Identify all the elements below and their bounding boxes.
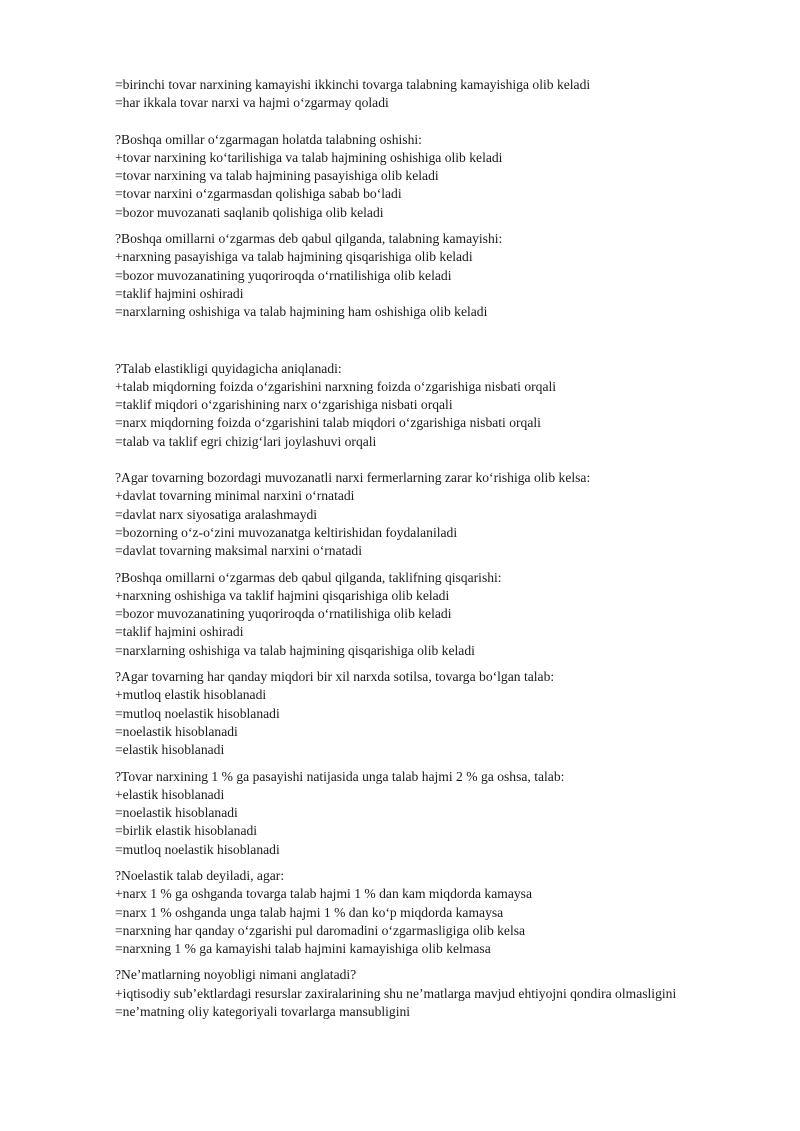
question-line: ?Agar tovarning har qanday miqdori bir xil narxda sotilsa, tovarga bo‘lgan talab: xyxy=(115,669,555,685)
question-block-9 xyxy=(115,966,785,1021)
question-block-2 xyxy=(115,230,785,321)
answer-line: =tovar narxining va talab hajmining pasayishiga olib keladi xyxy=(115,168,439,184)
answer-line: =mutloq noelastik hisoblanadi xyxy=(115,841,280,857)
question-line: ?Boshqa omillarni o‘zgarmas deb qabul qilganda, taklifning qisqarishi: xyxy=(115,569,502,585)
question-line: ?Boshqa omillar o‘zgarmagan holatda talabning oshishi: xyxy=(115,131,422,147)
answer-line: +davlat tovarning minimal narxini o‘rnatadi xyxy=(115,488,355,504)
answer-line: +elastik hisoblanadi xyxy=(115,786,225,802)
question-line: ?Ne’matlarning noyobligi nimani anglatadi? xyxy=(115,967,357,983)
answer-line: =taklif hajmini oshiradi xyxy=(115,285,244,301)
answer-line: =har ikkala tovar narxi va hajmi o‘zgarmay qoladi xyxy=(115,95,389,111)
answer-line: =taklif miqdori o‘zgarishining narx o‘zgarishiga nisbati orqali xyxy=(115,397,453,413)
answer-line: =davlat tovarning maksimal narxini o‘rnatadi xyxy=(115,543,362,559)
answer-line: +narx 1 % ga oshganda tovarga talab hajmi 1 % dan kam miqdorda kamaysa xyxy=(115,886,532,902)
question-line: ?Agar tovarning bozordagi muvozanatli narxi fermerlarning zarar ko‘rishiga olib kelsa: xyxy=(115,470,591,486)
question-block-4 xyxy=(115,469,785,560)
answer-line: =davlat narx siyosatiga aralashmaydi xyxy=(115,506,318,522)
answer-line: =taklif hajmini oshiradi xyxy=(115,624,244,640)
question-line: ?Tovar narxining 1 % ga pasayishi natijasida unga talab hajmi 2 % ga oshsa, talab: xyxy=(115,768,565,784)
answer-line: +narxning pasayishiga va talab hajmining qisqarishiga olib keladi xyxy=(115,249,473,265)
question-block-7 xyxy=(115,768,785,859)
answer-line: =narxning har qanday o‘zgarishi pul daromadini o‘zgarmasligiga olib kelsa xyxy=(115,922,526,938)
answer-line: =narx miqdorning foizda o‘zgarishini talab miqdori o‘zgarishiga nisbati orqali xyxy=(115,415,541,431)
intro-block xyxy=(115,76,785,113)
answer-line: +tovar narxining ko‘tarilishiga va talab hajmining oshishiga olib keladi xyxy=(115,149,503,165)
answer-line: =elastik hisoblanadi xyxy=(115,742,225,758)
answer-line: +mutloq elastik hisoblanadi xyxy=(115,687,267,703)
question-line: ?Boshqa omillarni o‘zgarmas deb qabul qilganda, talabning kamayishi: xyxy=(115,231,503,247)
document-page xyxy=(115,76,785,1021)
answer-line: =ne’matning oliy kategoriyali tovarlarga mansubligini xyxy=(115,1004,411,1020)
answer-line: =narxlarning oshishiga va talab hajmining ham oshishiga olib keladi xyxy=(115,304,488,320)
answer-line: =noelastik hisoblanadi xyxy=(115,723,238,739)
answer-line: =noelastik hisoblanadi xyxy=(115,805,238,821)
answer-line: =talab va taklif egri chizig‘lari joylashuvi orqali xyxy=(115,433,377,449)
answer-line: =bozorning o‘z-o‘zini muvozanatga keltirishidan foydalaniladi xyxy=(115,524,458,540)
answer-line: =birinchi tovar narxining kamayishi ikkinchi tovarga talabning kamayishiga olib keladi xyxy=(115,77,591,92)
question-block-5 xyxy=(115,569,785,660)
question-block-6 xyxy=(115,668,785,759)
question-line: ?Talab elastikligi quyidagicha aniqlanadi: xyxy=(115,360,342,376)
answer-line: =narx 1 % oshganda unga talab hajmi 1 % dan ko‘p miqdorda kamaysa xyxy=(115,904,504,920)
question-block-1 xyxy=(115,131,785,222)
question-block-3 xyxy=(115,360,785,451)
answer-line: +narxning oshishiga va taklif hajmini qisqarishiga olib keladi xyxy=(115,587,450,603)
answer-line: =tovar narxini o‘zgarmasdan qolishiga sabab bo‘ladi xyxy=(115,186,402,202)
answer-line: =bozor muvozanatining yuqoriroqda o‘rnatilishiga olib keladi xyxy=(115,267,452,283)
question-line: ?Noelastik talab deyiladi, agar: xyxy=(115,867,285,883)
question-block-8 xyxy=(115,867,785,958)
answer-line: +talab miqdorning foizda o‘zgarishini narxning foizda o‘zgarishiga nisbati orqali xyxy=(115,378,557,394)
answer-line: =bozor muvozanatining yuqoriroqda o‘rnatilishiga olib keladi xyxy=(115,606,452,622)
answer-line: +iqtisodiy sub’ektlardagi resurslar zaxiralarining shu ne’matlarga mavjud ehtiyojni qondira olmasligini xyxy=(115,985,677,1001)
answer-line: =narxning 1 % ga kamayishi talab hajmini kamayishiga olib kelmasa xyxy=(115,941,491,957)
answer-line: =birlik elastik hisoblanadi xyxy=(115,823,258,839)
answer-line: =mutloq noelastik hisoblanadi xyxy=(115,705,280,721)
answer-line: =bozor muvozanati saqlanib qolishiga olib keladi xyxy=(115,204,384,220)
answer-line: =narxlarning oshishiga va talab hajmining qisqarishiga olib keladi xyxy=(115,642,475,658)
